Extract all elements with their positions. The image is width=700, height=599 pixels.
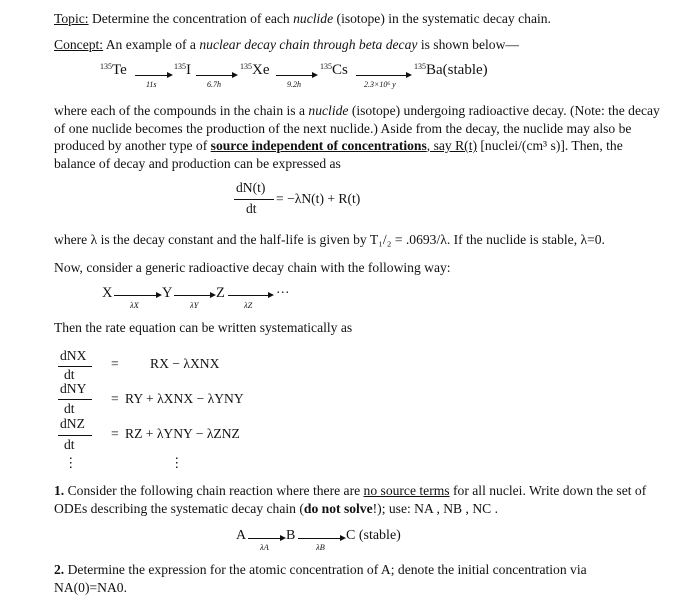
nuclide-te: $^{135}$Te <box>100 62 127 78</box>
nuclide-cs: $^{135}$Cs <box>320 62 348 78</box>
q1-text-1: Consider the following chain reaction where there are <box>64 483 364 498</box>
topic-label: Topic: <box>54 11 89 26</box>
node-x: X <box>102 285 113 301</box>
q1-bold: do not solve <box>303 500 373 516</box>
arrow-z-next <box>228 295 272 296</box>
label-lambda-b: λB <box>316 542 325 552</box>
vdots-right: ⋮ <box>170 455 184 470</box>
rate-eq-2-den: dt <box>64 401 75 416</box>
arrow-te-i <box>135 75 171 76</box>
halflife-xe: 9.2h <box>287 80 301 89</box>
rate-eq-1-rhs: RX − λXNX <box>150 356 220 371</box>
desc-nuclide: nuclide <box>308 103 349 118</box>
balance-den: dt <box>246 201 257 216</box>
q1-text-2: for all nuclei. Write down the set of ODEs describing the systematic decay chain ( <box>54 483 647 516</box>
q2-text-2: NA(0)=NA0. <box>54 579 127 595</box>
arrow-i-xe <box>196 75 236 76</box>
lambda-line: where λ is the decay constant and the half-life is given by T₁/₂ = .0693/λ. If the nuclide is stable, λ=0. <box>54 232 605 247</box>
question-2 <box>54 561 660 596</box>
balance-num: dN(t) <box>236 180 266 195</box>
label-lambda-x: λX <box>130 300 139 310</box>
q2-number: 2. <box>54 562 65 577</box>
concept-line <box>54 36 660 54</box>
concept-text: An example of a <box>103 37 200 52</box>
rate-eq-3-rhs: RZ + λYNY − λZNZ <box>125 426 240 441</box>
topic-line <box>54 10 660 28</box>
node-a: A <box>236 528 247 543</box>
balance-rhs: = −λN(t) + R(t) <box>276 191 361 206</box>
topic-nuclide: nuclide <box>293 11 334 26</box>
rate-eq-3-eq: = <box>111 426 119 441</box>
description-paragraph <box>54 102 660 172</box>
q1-text-3: !); use: NA , NB , NC . <box>372 500 499 516</box>
arrow-xe-cs <box>276 75 316 76</box>
q1-number: 1. <box>54 483 65 498</box>
node-c: C (stable) <box>346 528 401 543</box>
desc-source-bold: source independent of concentrations <box>210 138 427 153</box>
rate-eq-3-num: dNZ <box>60 416 85 431</box>
q1-underline: no source terms <box>363 483 450 498</box>
nuclide-ba: $^{135}$Ba(stable) <box>414 62 488 78</box>
rate-eq-1-den: dt <box>64 367 75 382</box>
rate-intro: Then the rate equation can be written systematically as <box>54 320 353 335</box>
arrow-b-c <box>298 538 344 539</box>
rate-eq-3-den: dt <box>64 437 75 452</box>
concept-label: Concept: <box>54 37 104 52</box>
rate-eq-2-bar <box>58 399 92 400</box>
node-y: Y <box>162 285 173 301</box>
concept-italic: nuclear decay chain through beta decay <box>199 37 418 52</box>
desc-part-1: where each of the compounds in the chain is a <box>54 103 309 118</box>
rate-eq-2-num: dNY <box>60 381 87 396</box>
q2-text-1: Determine the expression for the atomic concentration of A; denote the initial concentration via <box>64 562 587 577</box>
nuclide-i: $^{135}$I <box>174 62 191 78</box>
label-lambda-y: λY <box>190 300 199 310</box>
desc-part-3: , say R(t) <box>426 138 477 153</box>
arrow-cs-ba <box>356 75 410 76</box>
node-b: B <box>286 528 296 543</box>
arrow-x-y <box>114 295 160 296</box>
desc-part-2: (isotope) undergoing radioactive decay. (Note: the decay of one nuclide becomes the production of the next nuclide.) Aside from the decay, the nuclide may also be produced by another type of <box>54 103 660 153</box>
rate-eq-1-num: dNX <box>60 348 87 363</box>
label-lambda-a: λA <box>260 542 269 552</box>
topic-text: Determine the concentration of each <box>88 11 294 26</box>
generic-intro: Now, consider a generic radioactive decay chain with the following way: <box>54 260 451 275</box>
concept-rest: is shown below— <box>417 37 519 52</box>
halflife-cs: 2.3×10⁶ y <box>364 80 396 89</box>
rate-eq-2-rhs: RY + λXNX − λYNY <box>125 391 244 406</box>
arrow-y-z <box>174 295 214 296</box>
label-lambda-z: λZ <box>244 300 253 310</box>
halflife-i: 6.7h <box>207 80 221 89</box>
question-1 <box>54 482 660 517</box>
chain-ellipsis: ··· <box>276 285 290 300</box>
nuclide-xe: $^{135}$Xe <box>240 62 270 78</box>
rate-eq-2-eq: = <box>111 391 119 406</box>
node-z: Z <box>216 285 225 301</box>
rate-eq-1-eq: = <box>111 356 119 371</box>
halflife-te: 11s <box>146 80 157 89</box>
arrow-a-b <box>248 538 284 539</box>
topic-rest: (isotope) in the systematic decay chain. <box>333 11 551 26</box>
desc-part-4: [nuclei/(cm³ s)]. Then, the balance of decay and production can be expressed as <box>54 138 623 171</box>
balance-frac-bar <box>234 199 274 200</box>
rate-eq-3-bar <box>58 435 92 436</box>
vdots-left: ⋮ <box>64 455 78 470</box>
